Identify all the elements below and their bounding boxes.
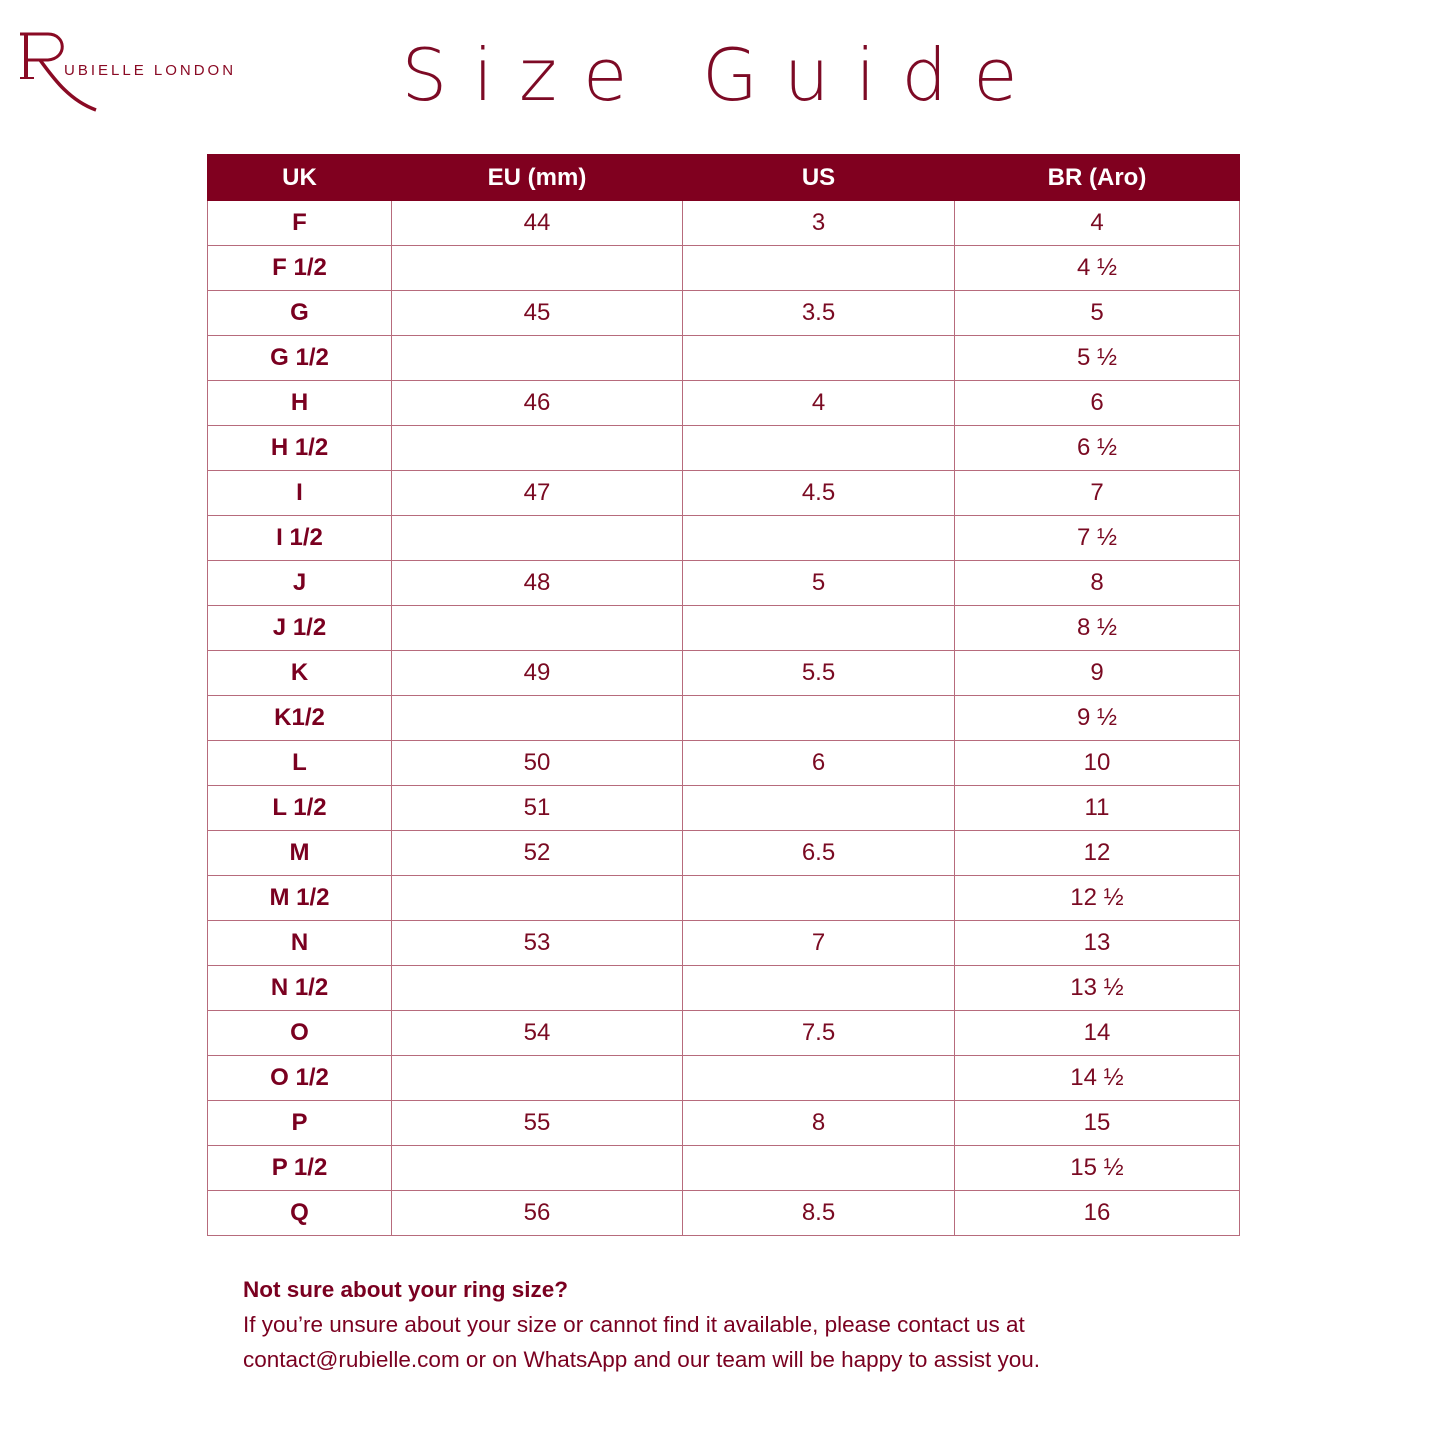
table-row: [208, 471, 1240, 516]
cell-uk: F 1/2: [208, 246, 392, 291]
cell-uk: K1/2: [208, 696, 392, 741]
cell-br: 14: [955, 1011, 1240, 1056]
table-row: [208, 1011, 1240, 1056]
cell-us: 4.5: [683, 471, 955, 516]
cell-br: 4: [955, 201, 1240, 246]
cell-eu: [392, 516, 683, 561]
cell-uk: I: [208, 471, 392, 516]
header-br: BR (Aro): [955, 155, 1240, 201]
cell-br: 6: [955, 381, 1240, 426]
table-row: [208, 291, 1240, 336]
cell-br: 16: [955, 1191, 1240, 1236]
cell-uk: O: [208, 1011, 392, 1056]
cell-eu: 53: [392, 921, 683, 966]
cell-br: 7 ½: [955, 516, 1240, 561]
cell-us: 6: [683, 741, 955, 786]
cell-us: 7: [683, 921, 955, 966]
cell-eu: [392, 336, 683, 381]
cell-br: 11: [955, 786, 1240, 831]
cell-us: [683, 1146, 955, 1191]
cell-uk: H 1/2: [208, 426, 392, 471]
table-row: [208, 1146, 1240, 1191]
cell-eu: 56: [392, 1191, 683, 1236]
cell-eu: 49: [392, 651, 683, 696]
cell-us: [683, 246, 955, 291]
cell-eu: 46: [392, 381, 683, 426]
table-row: [208, 966, 1240, 1011]
cell-br: 15: [955, 1101, 1240, 1146]
table-row: [208, 876, 1240, 921]
cell-us: 8.5: [683, 1191, 955, 1236]
cell-eu: 44: [392, 201, 683, 246]
cell-eu: 51: [392, 786, 683, 831]
cell-uk: M 1/2: [208, 876, 392, 921]
cell-br: 4 ½: [955, 246, 1240, 291]
cell-uk: F: [208, 201, 392, 246]
table-row: [208, 606, 1240, 651]
cell-br: 12: [955, 831, 1240, 876]
cell-us: 7.5: [683, 1011, 955, 1056]
table-row: [208, 921, 1240, 966]
cell-uk: N 1/2: [208, 966, 392, 1011]
cell-uk: P 1/2: [208, 1146, 392, 1191]
cell-uk: K: [208, 651, 392, 696]
cell-eu: [392, 696, 683, 741]
cell-uk: L 1/2: [208, 786, 392, 831]
cell-uk: M: [208, 831, 392, 876]
cell-us: 3: [683, 201, 955, 246]
cell-eu: 50: [392, 741, 683, 786]
cell-us: [683, 426, 955, 471]
cell-eu: 55: [392, 1101, 683, 1146]
cell-us: [683, 606, 955, 651]
cell-us: 6.5: [683, 831, 955, 876]
cell-eu: [392, 426, 683, 471]
table-row: [208, 831, 1240, 876]
table-row: [208, 201, 1240, 246]
table-row: [208, 516, 1240, 561]
cell-eu: [392, 966, 683, 1011]
cell-us: 4: [683, 381, 955, 426]
cell-us: [683, 1056, 955, 1101]
cell-us: [683, 786, 955, 831]
help-note: [243, 1272, 1243, 1377]
cell-eu: 48: [392, 561, 683, 606]
cell-us: [683, 876, 955, 921]
cell-br: 9: [955, 651, 1240, 696]
table-row: [208, 696, 1240, 741]
table-row: [208, 561, 1240, 606]
cell-br: 6 ½: [955, 426, 1240, 471]
cell-eu: 54: [392, 1011, 683, 1056]
cell-br: 13: [955, 921, 1240, 966]
cell-uk: N: [208, 921, 392, 966]
cell-uk: G 1/2: [208, 336, 392, 381]
cell-eu: 52: [392, 831, 683, 876]
table-row: [208, 786, 1240, 831]
cell-uk: J 1/2: [208, 606, 392, 651]
cell-eu: 45: [392, 291, 683, 336]
cell-eu: [392, 246, 683, 291]
cell-br: 9 ½: [955, 696, 1240, 741]
cell-uk: Q: [208, 1191, 392, 1236]
cell-us: [683, 696, 955, 741]
cell-us: 5: [683, 561, 955, 606]
brand-name: UBIELLE LONDON: [64, 62, 237, 79]
cell-br: 5: [955, 291, 1240, 336]
table-row: [208, 336, 1240, 381]
header-us: US: [683, 155, 955, 201]
note-line-1: If you’re unsure about your size or cannot find it available, please contact us at: [243, 1312, 1025, 1337]
cell-br: 8 ½: [955, 606, 1240, 651]
cell-br: 13 ½: [955, 966, 1240, 1011]
cell-us: 3.5: [683, 291, 955, 336]
table-row: [208, 1101, 1240, 1146]
cell-br: 15 ½: [955, 1146, 1240, 1191]
table-row: [208, 1056, 1240, 1101]
cell-uk: J: [208, 561, 392, 606]
cell-eu: 47: [392, 471, 683, 516]
cell-uk: H: [208, 381, 392, 426]
table-row: [208, 381, 1240, 426]
cell-uk: L: [208, 741, 392, 786]
cell-uk: G: [208, 291, 392, 336]
cell-uk: O 1/2: [208, 1056, 392, 1101]
cell-us: [683, 516, 955, 561]
table-row: [208, 741, 1240, 786]
table-header-row: [208, 155, 1240, 201]
cell-us: 5.5: [683, 651, 955, 696]
cell-br: 12 ½: [955, 876, 1240, 921]
cell-uk: P: [208, 1101, 392, 1146]
table-row: [208, 426, 1240, 471]
size-table: [207, 154, 1240, 1236]
cell-br: 5 ½: [955, 336, 1240, 381]
cell-eu: [392, 1056, 683, 1101]
cell-us: [683, 966, 955, 1011]
cell-br: 8: [955, 561, 1240, 606]
cell-br: 14 ½: [955, 1056, 1240, 1101]
note-title: Not sure about your ring size?: [243, 1277, 569, 1302]
cell-uk: I 1/2: [208, 516, 392, 561]
cell-eu: [392, 876, 683, 921]
cell-us: [683, 336, 955, 381]
cell-us: 8: [683, 1101, 955, 1146]
table-row: [208, 651, 1240, 696]
note-line-2: contact@rubielle.com or on WhatsApp and our team will be happy to assist you.: [243, 1347, 1040, 1372]
cell-br: 10: [955, 741, 1240, 786]
cell-br: 7: [955, 471, 1240, 516]
page-title: Size Guide: [401, 33, 1044, 117]
header-uk: UK: [208, 155, 392, 201]
cell-eu: [392, 1146, 683, 1191]
table-row: [208, 246, 1240, 291]
table-row: [208, 1191, 1240, 1236]
header-eu: EU (mm): [392, 155, 683, 201]
cell-eu: [392, 606, 683, 651]
